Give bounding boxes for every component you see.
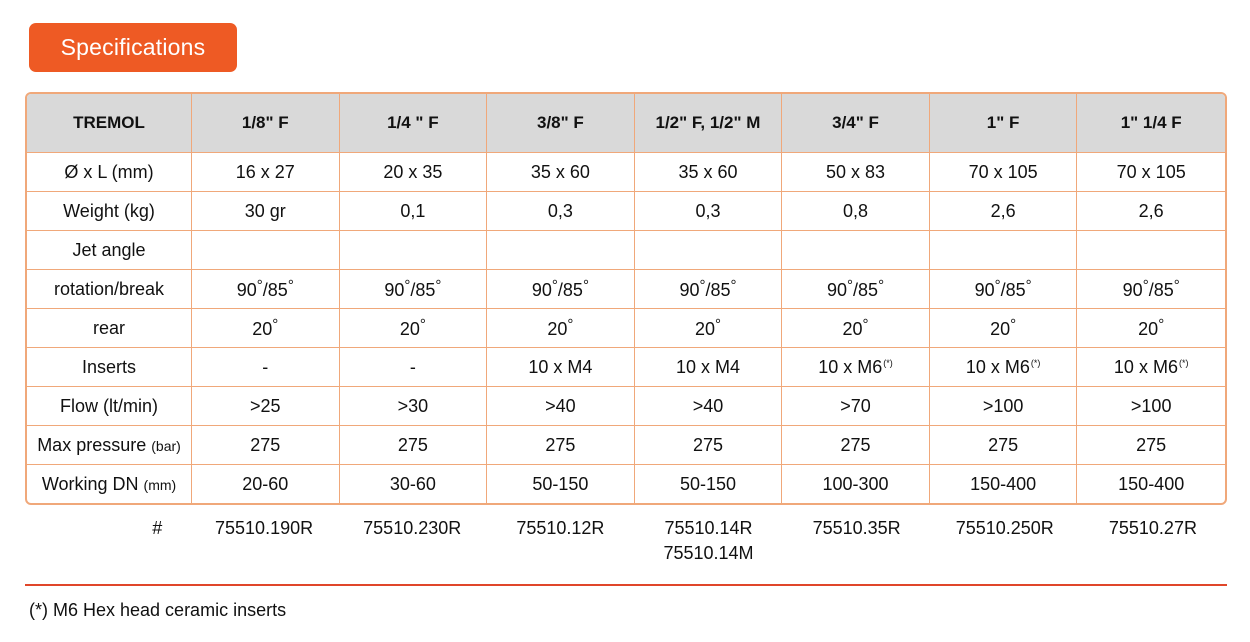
table-cell: 90°/85°: [340, 270, 488, 309]
table-cell: 90°/85°: [635, 270, 783, 309]
table-cell: >40: [487, 387, 635, 426]
table-cell: 275: [340, 426, 488, 465]
table-cell: 0,3: [487, 192, 635, 231]
table-header: [27, 94, 1225, 153]
table-cell: 70 x 105: [1077, 153, 1225, 192]
table-cell: 90°/85°: [192, 270, 340, 309]
table-row: [27, 192, 1225, 231]
table-cell: 20°: [487, 309, 635, 348]
table-cell: [340, 231, 488, 270]
table-cell: [192, 231, 340, 270]
table-row: [27, 387, 1225, 426]
table-cell: 20°: [635, 309, 783, 348]
table-cell: 90°/85°: [930, 270, 1078, 309]
table-cell: 90°/85°: [1077, 270, 1225, 309]
row-label: Flow (lt/min): [27, 387, 192, 426]
table-cell: -: [340, 348, 488, 387]
row-label: Max pressure (bar): [27, 426, 192, 465]
table-cell: -: [192, 348, 340, 387]
table-cell: 20 x 35: [340, 153, 488, 192]
table-cell: 275: [635, 426, 783, 465]
row-label: rear: [27, 309, 192, 348]
header-row: [27, 94, 1225, 153]
table-cell: 2,6: [930, 192, 1078, 231]
product-code: 75510.250R: [955, 518, 1054, 538]
table-cell: 30-60: [340, 465, 488, 503]
table-cell: 50-150: [487, 465, 635, 503]
header-size: 3/4" F: [782, 94, 930, 153]
header-size: 1" 1/4 F: [1077, 94, 1225, 153]
table-cell: 70 x 105: [930, 153, 1078, 192]
table-cell: 35 x 60: [487, 153, 635, 192]
table-cell: >40: [635, 387, 783, 426]
table-cell: 50 x 83: [782, 153, 930, 192]
row-label: Inserts: [27, 348, 192, 387]
table-cell: 35 x 60: [635, 153, 783, 192]
table-cell: 30 gr: [192, 192, 340, 231]
table-cell: 275: [782, 426, 930, 465]
table-cell: >25: [192, 387, 340, 426]
table-cell: 10 x M4: [487, 348, 635, 387]
table-cell: 16 x 27: [192, 153, 340, 192]
row-label: Jet angle: [27, 231, 192, 270]
table-cell: >30: [340, 387, 488, 426]
table-cell: >100: [930, 387, 1078, 426]
table-cell: 150-400: [930, 465, 1078, 503]
table-cell: [930, 231, 1078, 270]
table-cell: 50-150: [635, 465, 783, 503]
footnote-marker: (*): [1178, 357, 1189, 368]
table-cell: 0,8: [782, 192, 930, 231]
table-cell: 20°: [782, 309, 930, 348]
divider: [25, 584, 1227, 586]
table-cell: 20°: [340, 309, 488, 348]
table-cell: 90°/85°: [782, 270, 930, 309]
table-row: [27, 270, 1225, 309]
table-cell: 20°: [930, 309, 1078, 348]
product-code: 75510.190R: [215, 518, 314, 538]
table-cell: 20°: [192, 309, 340, 348]
table-cell: 275: [930, 426, 1078, 465]
table-cell: 10 x M6(*): [782, 348, 930, 387]
table-row: [27, 348, 1225, 387]
header-size: 1/4 " F: [340, 94, 488, 153]
footnote: (*) M6 Hex head ceramic inserts: [29, 600, 287, 620]
table-row: [27, 465, 1225, 503]
table-cell: [635, 231, 783, 270]
table-cell: 275: [192, 426, 340, 465]
specifications-table: [25, 92, 1227, 505]
table-row: [27, 309, 1225, 348]
row-label: rotation/break: [27, 270, 192, 309]
product-code: 75510.230R: [363, 518, 462, 538]
table-cell: 150-400: [1118, 473, 1185, 494]
row-label: Weight (kg): [27, 192, 192, 231]
specifications-title: Specifications: [29, 23, 237, 72]
product-code: 75510.35R: [812, 518, 901, 538]
table-cell: 2,6: [1077, 192, 1225, 231]
row-label: Working DN (mm): [27, 465, 192, 503]
table-body: [27, 153, 1225, 503]
table-row: [27, 231, 1225, 270]
table-cell: [487, 231, 635, 270]
table-cell: 0,3: [635, 192, 783, 231]
header-size: 3/8" F: [487, 94, 635, 153]
table-cell: 20-60: [192, 465, 340, 503]
codes-row: [25, 512, 1227, 566]
header-size: 1" F: [930, 94, 1078, 153]
footnote-marker: (*): [883, 357, 893, 368]
table-cell: 10 x M6(*): [930, 348, 1078, 387]
table-row: [27, 153, 1225, 192]
table-cell: >100: [1077, 387, 1225, 426]
header-size: 1/8" F: [192, 94, 340, 153]
product-code: 75510.14R 75510.14M: [663, 518, 754, 563]
footnote-marker: (*): [1030, 357, 1041, 368]
product-code: 75510.12R: [516, 518, 605, 538]
table-cell: 100-300: [782, 465, 930, 503]
table-cell: [1077, 231, 1225, 270]
table-cell: 0,1: [340, 192, 488, 231]
table-cell: 90°/85°: [487, 270, 635, 309]
product-codes: [25, 512, 1227, 566]
header-product-name: TREMOL: [27, 94, 192, 153]
codes-label: #: [151, 518, 162, 538]
table-cell: 10 x M6(*): [1077, 348, 1225, 387]
table-cell: 275: [487, 426, 635, 465]
table-cell: 10 x M4: [635, 348, 783, 387]
product-code: 75510.27R: [1108, 518, 1197, 538]
table-cell: 275: [1077, 426, 1225, 465]
table-cell: [782, 231, 930, 270]
header-size: 1/2" F, 1/2" M: [635, 94, 783, 153]
table-cell: 20°: [1077, 309, 1225, 348]
table-cell: >70: [782, 387, 930, 426]
table-row: [27, 426, 1225, 465]
row-label: Ø x L (mm): [27, 153, 192, 192]
